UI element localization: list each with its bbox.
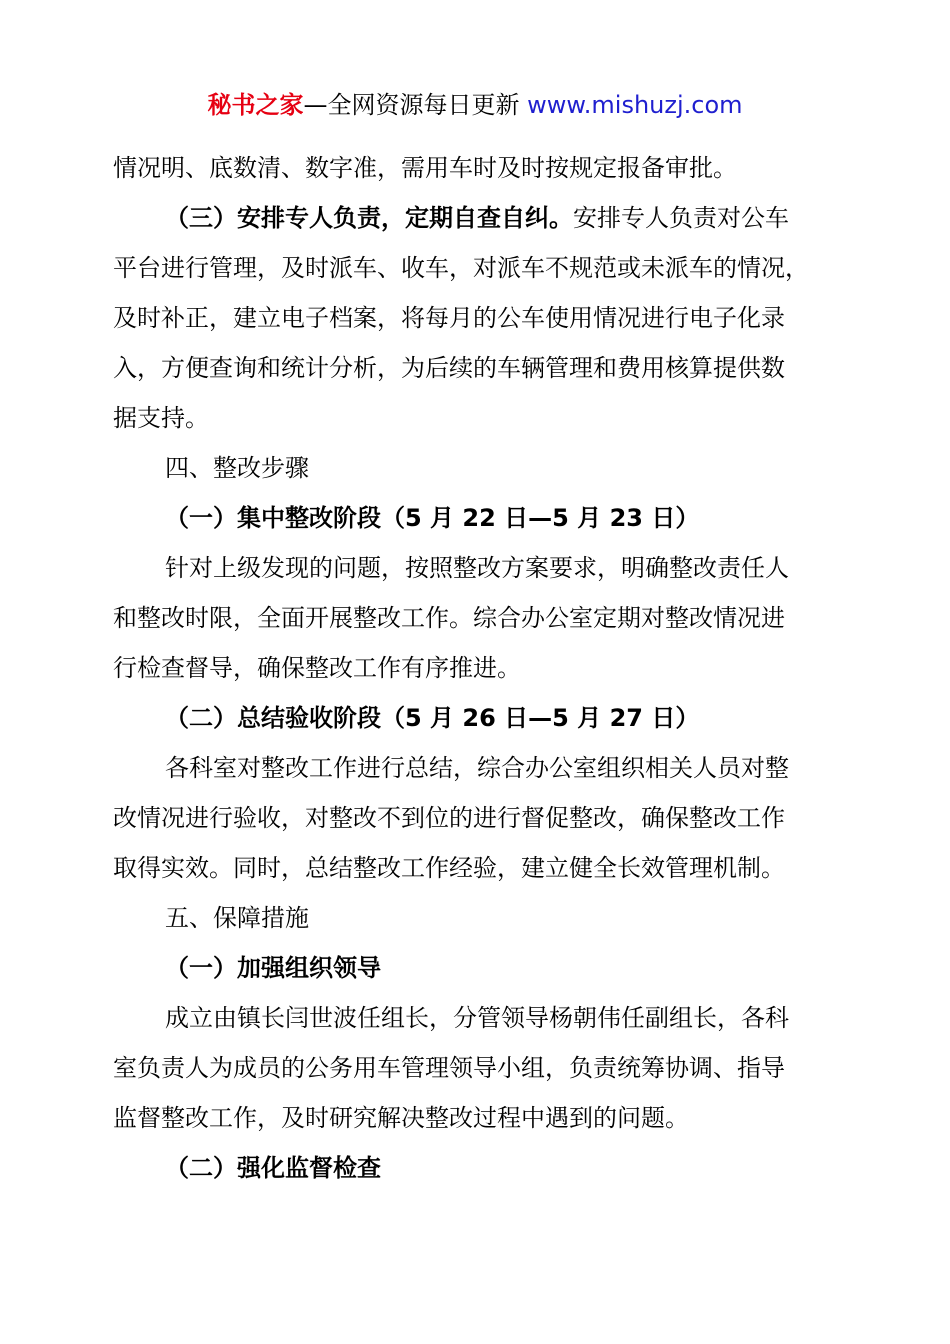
body-line: 改情况进行验收，对整改不到位的进行督促整改，确保整改工作: [113, 804, 785, 832]
body-line: 入，方便查询和统计分析，为后续的车辆管理和费用核算提供数: [113, 354, 785, 382]
body-line: 成立由镇长闫世波任组长，分管领导杨朝伟任副组长，各科: [165, 1004, 789, 1032]
body-line: 及时补正，建立电子档案，将每月的公车使用情况进行电子化录: [113, 304, 785, 332]
body-line: [113, 193, 837, 243]
body-line: 情况明、底数清、数字准，需用车时及时按规定报备审批。: [113, 154, 737, 182]
section-title: 四、整改步骤: [165, 454, 309, 482]
body-line: 监督整改工作，及时研究解决整改过程中遇到的问题。: [113, 1104, 689, 1132]
page-header: [0, 88, 950, 122]
subsection-heading: （三）安排专人负责，定期自查自纠。: [165, 204, 573, 232]
body-line: 行检查督导，确保整改工作有序推进。: [113, 654, 521, 682]
header-url[interactable]: www.mishuzj.com: [527, 91, 743, 119]
body-line: 各科室对整改工作进行总结，综合办公室组织相关人员对整: [165, 754, 789, 782]
header-slogan: —全网资源每日更新: [303, 91, 528, 119]
subsection-heading: （一）集中整改阶段（5 月 22 日—5 月 23 日）: [165, 504, 700, 532]
document-body: [113, 143, 837, 1193]
body-line: 针对上级发现的问题，按照整改方案要求，明确整改责任人: [165, 554, 789, 582]
body-line: 室负责人为成员的公务用车管理领导小组，负责统筹协调、指导: [113, 1054, 785, 1082]
body-text: 安排专人负责对公车: [573, 204, 789, 232]
brand-name: 秘书之家: [207, 91, 304, 119]
subsection-heading: （一）加强组织领导: [165, 954, 381, 982]
body-line: 平台进行管理，及时派车、收车，对派车不规范或未派车的情况，: [113, 254, 809, 282]
body-line: 取得实效。同时，总结整改工作经验，建立健全长效管理机制。: [113, 854, 785, 882]
subsection-heading: （二）强化监督检查: [165, 1154, 381, 1182]
section-title: 五、保障措施: [165, 904, 309, 932]
subsection-heading: （二）总结验收阶段（5 月 26 日—5 月 27 日）: [165, 704, 700, 732]
body-line: 和整改时限，全面开展整改工作。综合办公室定期对整改情况进: [113, 604, 785, 632]
body-line: 据支持。: [113, 404, 209, 432]
